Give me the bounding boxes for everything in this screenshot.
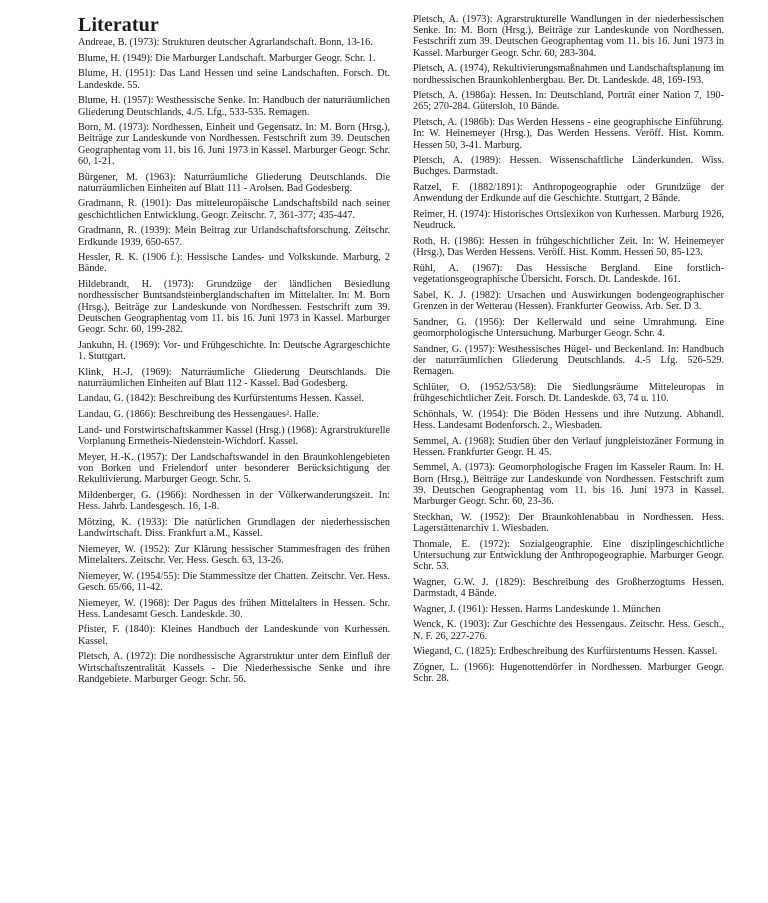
reference-entry: Mötzing, K. (1933): Die natürlichen Grundlagen der niederhessischen Landwirtschaft. Diss. Frankfurt a.M., Kassel. [78,516,390,540]
reference-entry: Blume, H. (1951): Das Land Hessen und seine Landschaften. Forsch. Dt. Landeskde. 55. [78,68,390,91]
reference-entry: Wagner, J. (1961): Hessen. Harms Landeskunde 1. München [413,603,661,615]
reference-entry: Reimer, H. (1974): Historisches Ortslexikon von Kurhessen. Marburg 1926, Neudruck. [413,209,724,232]
reference-entry: Pletsch, A. (1986a): Hessen. In: Deutschland, Porträt einer Nation 7, 190-265; 270-284. Gütersloh, 10 Bände. [413,90,724,113]
reference-entry: Hessler, R. K. (1906 f.): Hessische Landes- und Volkskunde. Marburg, 2 Bände. [78,252,390,275]
reference-entry: Pfister, F. (1840): Kleines Handbuch der Landeskunde von Kurhessen. Kassel. [78,624,390,647]
reference-entry: Landau, G. (1866): Beschreibung des Hessengaues². Halle. [78,409,319,421]
reference-entry: Roth, H. (1986): Hessen in frühgeschichtlicher Zeit. In: W. Heinemeyer (Hrsg.), Das Werden Hessens. Veröff. Hist. Komm. Hessen 50, 85-123. [413,235,724,259]
reference-entry: Niemeyer, W. (1954/55): Die Stammessitze der Chatten. Zeitschr. Ver. Hess. Gesch. 65/66, 11-42. [78,570,390,593]
reference-entry: Sandner, G. (1957): Westhessisches Hügel- und Beckenland. In: Handbuch der naturräumlichen Gliederung Deutschlands. 4.-5 Lfg. 526-529. Remagen. [413,343,724,377]
reference-entry: Pletsch, A. (1989): Hessen. Wissenschaftliche Länderkunden. Wiss. Buchges. Darmstadt. [413,155,724,178]
reference-entry: Niemeyer, W. (1968): Der Pagus des frühen Mittelalters in Hessen. Schr. Hess. Landesamt Gesch. Landeskde. 30. [78,597,390,620]
reference-entry: Gradmann, R. (1939): Mein Beitrag zur Urlandschaftsforschung. Zeitschr. Erdkunde 1939, 650-657. [78,225,390,248]
reference-entry: Rühl, A. (1967): Das Hessische Bergland. Eine forstlich-vegetationsgeographische Übersicht. Forsch. Dt. Landeskde. 161. [413,262,724,286]
reference-entry: Landau, G. (1842): Beschreibung des Kurfürstentums Hessen. Kassel. [78,393,365,405]
reference-entry: Klink, H.-J. (1969): Naturräumliche Gliederung Deutschlands. Die naturräumlichen Einheiten auf Blatt 112 - Kassel. Bad Godesberg. [78,366,390,389]
reference-entry: Meyer, H.-K. (1957): Der Landschaftswandel in den Braunkohlengebieten von Borken und Frielendorf unter besonderer Berücksichtigung der Rekultivierung. Marburger Geogr. Schr. 5. [78,451,390,486]
reference-entry: Hildebrandt, H. (1973): Grundzüge der ländlichen Besiedlung nordhessischer Buntsandsteinberglandschaften im Mittelalter. In: M. Born (Hrsg.), Beiträge zur Landeskunde von Nordhessen. Festschrift zum 39. Deutschen Geographentag vom 11. bis 16. Juni 1973 in Kassel. Marburger Geogr. Schr. 60, 199-282. [78,279,390,335]
reference-entry: Ratzel, F. (1882/1891): Anthropogeographie oder Grundzüge der Anwendung der Erdkunde auf die Geschichte. Stuttgart, 2 Bände. [413,182,724,205]
reference-entry: Schlüter, O. (1952/53/58): Die Siedlungsräume Mitteleuropas in frühgeschichtlicher Zeit. Forsch. Dt. Landeskde. 63, 74 u. 110. [413,381,724,404]
right-column [413,14,724,689]
reference-entry: Wagner, G.W. J. (1829): Beschreibung des Großherzogtums Hessen. Darmstadt, 4 Bände. [413,576,724,599]
reference-entry: Schönhals, W. (1954): Die Böden Hessens und ihre Nutzung. Abhandl. Hess. Landesamt Bodenforsch. 2., Wiesbaden. [413,408,724,431]
reference-entry: Pletsch, A. (1972): Die nordhessische Agrarstruktur unter dem Einfluß der Wirtschaftszentralität Kassels - Die Niederhessische Senke und ihre Randgebiete. Marburger Geogr. Schr. 56. [78,651,390,685]
reference-entry: Zögner, L. (1966): Hugenottendörfer in Nordhessen. Marburger Geogr. Schr. 28. [413,661,724,685]
reference-entry: Wenck, K. (1903): Zur Geschichte des Hessengaus. Zeitschr. Hess. Gesch., N. F. 26, 227-276. [413,619,724,642]
reference-entry: Pletsch, A. (1974), Rekultivierungsmaßnahmen und Landschaftsplanung im nordhessischen Braunkohlenbergbau. Ber. Dt. Landeskde. 48, 169-193. [413,63,724,86]
reference-entry: Thomale, E. (1972): Sozialgeographie. Eine disziplingeschichtliche Untersuchung zur Entwicklung der Anthropogeographie. Marburger Geogr. Schr. 53. [413,538,724,573]
reference-entry: Pletsch, A. (1986b): Das Werden Hessens - eine geographische Einführung. In: W. Heinemeyer (Hrsg.), Das Werden Hessens. Veröff. Hist. Komm. Hessen 50, 3-41. Marburg. [413,117,724,151]
reference-entry: Niemeyer, W. (1952): Zur Klärung hessischer Stammesfragen des frühen Mittelalters. Zeitschr. Ver. Hess. Gesch. 63, 13-26. [78,543,390,566]
reference-entry: Mildenberger, G. (1966): Nordhessen in der Völkerwanderungszeit. In: Hess. Jahrb. Landesgesch. 16, 1-8. [78,489,390,513]
reference-entry: Sandner, G. (1956): Der Kellerwald und seine Umrahmung. Eine geomorphologische Untersuchung. Marburger Geogr. Schr. 4. [413,316,724,339]
reference-entry: Born, M. (1973): Nordhessen, Einheit und Gegensatz. In: M. Born (Hrsg.), Beiträge zur Landeskunde von Nordhessen. Festschrift zum 39. Deutschen Geographentag vom 11. bis 16. Juni 1973 in Kassel. Marburger Geogr. Schr. 60, 1-21. [78,122,390,167]
reference-entry: Pletsch, A. (1973): Agrarstrukturelle Wandlungen in der niederhessischen Senke. In: M. Born (Hrsg.), Beiträge zur Landeskunde von Nordhessen. Festschrift zum 39. Deutschen Geographentag vom 11. bis 16. Juni 1973 in Kassel. Marburger Geogr. Schr. 60, 283-304. [413,14,724,59]
reference-entry: Blume, H. (1957): Westhessische Senke. In: Handbuch der naturräumlichen Gliederung Deutschlands, 4./5. Lfg., 533-535. Remagen. [78,95,390,118]
reference-entry: Semmel, A. (1968): Studien über den Verlauf jungpleistozäner Formung in Hessen. Frankfurter Geogr. H. 45. [413,435,724,458]
reference-entry: Gradmann, R. (1901): Das mitteleuropäische Landschaftsbild nach seiner geschichtlichen Entwicklung. Geogr. Zeitschr. 7, 361-377; 435-447. [78,198,390,221]
reference-entry: Jankuhn, H. (1969): Vor- und Frühgeschichte. In: Deutsche Agrargeschichte 1. Stuttgart. [78,339,390,362]
page-heading: Literatur [78,14,159,36]
reference-list-left [78,37,390,685]
reference-entry: Blume, H. (1949): Die Marburger Landschaft. Marburger Geogr. Schr. 1. [78,52,376,64]
reference-entry: Wiegand, C. (1825): Erdbeschreibung des Kurfürstentums Hessen. Kassel. [413,646,718,658]
reference-entry: Land- und Forstwirtschaftskammer Kassel (Hrsg.) (1968): Agrarstrukturelle Vorplanung Ermetheis-Niedenstein-Wichdorf. Kassel. [78,424,390,448]
left-column [78,14,390,689]
reference-entry: Bürgener, M. (1963): Naturräumliche Gliederung Deutschlands. Die naturräumlichen Einheiten auf Blatt 111 - Arolsen. Bad Godesberg. [78,171,390,194]
reference-entry: Steckhan, W. (1952): Der Braunkohlenabbau in Nordhessen. Hess. Lagerstättenarchiv 1. Wiesbaden. [413,511,724,534]
reference-list-right [413,14,724,684]
reference-entry: Sabel, K. J. (1982): Ursachen und Auswirkungen bodengeographischer Grenzen in der Wetterau (Hessen). Frankfurter Geowiss. Arb. Ser. D 3. [413,289,724,312]
reference-entry: Andreae, B. (1973): Strukturen deutscher Agrarlandschaft. Bonn, 13-16. [78,37,373,48]
reference-entry: Semmel, A. (1973): Geomorphologische Fragen im Kasseler Raum. In: H. Born (Hrsg.), Beiträge zur Landeskunde von Nordhessen. Festschrift zum 39. Deutschen Geographentag vom 11. bis 16. Juni 1973 in Kassel. Marburger Geogr. Schr. 60, 23-36. [413,462,724,508]
